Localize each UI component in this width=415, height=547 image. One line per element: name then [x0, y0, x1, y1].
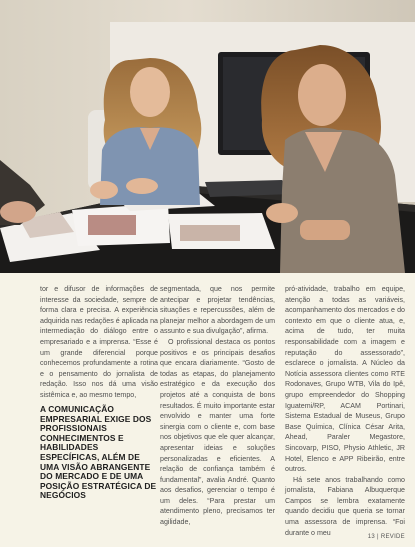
meeting-photo	[0, 0, 415, 273]
column-3-paragraph: Há sete anos trabalhando como jornalista, Fabiana Albuquerque Campos se lembra exatamente quando decidiu que queria se tornar uma assessora de imprensa. “Foi durante o meu	[285, 475, 405, 537]
page-number-footer: 13 | REVIDE	[367, 534, 405, 540]
article-column-3	[285, 284, 405, 538]
article-column-1	[40, 284, 158, 401]
pull-quote: A COMUNICAÇÃO EMPRESARIAL EXIGE DOS PROFISSIONAIS CONHECIMENTOS E HABILIDADES ESPECÍFICAS, ALÉM DE UMA VISÃO ABRANGENTE DO MERCADO E DE UMA POSIÇÃO ESTRATÉGICA DE NEGÓCIOS	[40, 404, 157, 501]
article-column-2	[160, 284, 275, 528]
column-2-paragraph: O profissional destaca os pontos positivos e os principais desafios que encara diariamente. “Gosto de todas as etapas, do planejamento estratégico e da execução dos projetos até a conquista de bons resultados. É muito importante estar envolvido e manter uma forte sinergia com o cliente e, com base nos objetivos que ele quer alcançar, apresentar ideias e soluções personalizadas e eficientes. A relação de confiança também é fundamental”, avalia André. Quanto aos desafios, gerenciar o tempo é um deles. “Para prestar um atendimento pleno, precisamos ter agilidade,	[160, 337, 275, 527]
column-3-paragraph: pró-atividade, trabalho em equipe, atenção a todas as variáveis, acompanhamento dos mercados e do contexto em que o cliente atua, e, acima de tudo, ter muita responsabilidade com a imagem e reputação do assessorado”, esclarece o jornalista. A Núcleo da Notícia assessora clientes como RTE Rodonaves, Grupo WTB, Vila do Ipê, grupo empreendedor do Shopping Iguatemi/RP, ACAM Portinari, Sistema Estadual de Museus, Grupo Base Química, Clínica César Arita, Ahead, Paraler Megastore, Sincovarp, PISO, Physio Athletic, JR Hotel, Elenco e APP Ribeirão, entre outros.	[285, 285, 405, 474]
column-2-paragraph: segmentada, que nos permite antecipar e projetar tendências, situações e repercussões, além de planejar melhor a abordagem de um assunto e sua divulgação”, afirma.	[160, 285, 275, 336]
article-photo	[0, 0, 415, 273]
column-1-paragraph: tor e difusor de informações de interesse da sociedade, sempre de forma clara e precisa. A experiência adquirida nas redações é aplicada na intermediação do diálogo entre o empresariado e a imprensa. “Esse é um grande diferencial porque conhecemos profundamente a rotina e o pensamento do jornalista de redação. Isso nos dá uma visão sistêmica e, ao mesmo tempo,	[40, 285, 158, 399]
